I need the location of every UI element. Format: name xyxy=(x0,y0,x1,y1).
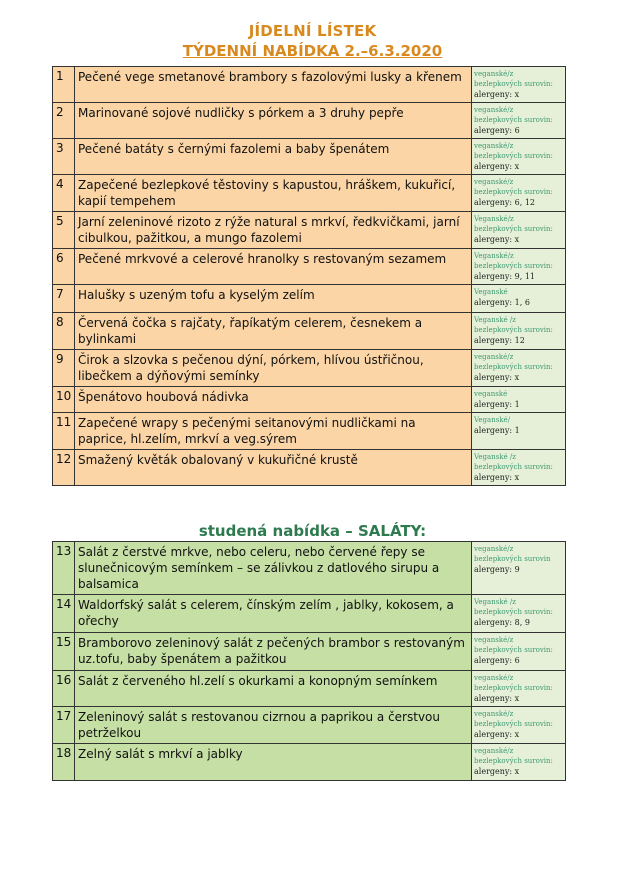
diet-info-cell xyxy=(472,595,566,633)
diet-info-cell xyxy=(472,212,566,249)
item-number: 4 xyxy=(53,175,75,212)
dish-name: Bramborovo zeleninový salát z pečených brambor s restovaným uz.tofu, baby špenátem a pažitkou xyxy=(75,633,472,671)
diet-info-cell xyxy=(472,285,566,313)
menu-row xyxy=(53,212,566,249)
diet-label: Veganské xyxy=(474,288,508,296)
allergen-label: alergeny: 8, 9 xyxy=(474,618,530,627)
item-number: 14 xyxy=(53,595,75,633)
diet-info-cell xyxy=(472,175,566,212)
diet-info-cell xyxy=(472,350,566,387)
menu-row xyxy=(53,387,566,413)
item-number: 7 xyxy=(53,285,75,313)
diet-info-cell xyxy=(472,633,566,671)
dish-name: Zelný salát s mrkví a jablky xyxy=(75,744,472,781)
salad-menu-table xyxy=(52,541,566,781)
diet-info-cell xyxy=(472,103,566,139)
item-number: 11 xyxy=(53,413,75,450)
allergen-label: alergeny: 1 xyxy=(474,400,520,409)
menu-row xyxy=(53,350,566,387)
menu-row xyxy=(53,285,566,313)
allergen-label: alergeny: x xyxy=(474,162,520,171)
diet-label: veganské/z bezlepkových surovin: xyxy=(474,636,553,654)
diet-label: Veganské/z bezlepkových surovin: xyxy=(474,252,553,270)
dish-name: Čirok a slzovka s pečenou dýní, pórkem, hlívou ústřičnou, libečkem a dýňovými semínky xyxy=(75,350,472,387)
diet-label: veganské/z bezlepkových surovin: xyxy=(474,70,553,88)
allergen-label: alergeny: 6 xyxy=(474,126,520,135)
diet-info-cell xyxy=(472,249,566,285)
diet-label: veganské/z bezlepkových surovin: xyxy=(474,106,553,124)
menu-row xyxy=(53,139,566,175)
item-number: 6 xyxy=(53,249,75,285)
item-number: 12 xyxy=(53,450,75,486)
allergen-label: alergeny: x xyxy=(474,373,520,382)
diet-label: veganské/z bezlepkových surovin: xyxy=(474,674,553,692)
diet-info-cell xyxy=(472,744,566,781)
week-offer-title: TÝDENNÍ NABÍDKA 2.–6.3.2020 xyxy=(182,42,443,60)
allergen-label: alergeny: 6, 12 xyxy=(474,198,536,207)
dish-name: Pečené mrkvové a celerové hranolky s restovaným sezamem xyxy=(75,249,472,285)
menu-row xyxy=(53,249,566,285)
allergen-label: alergeny: 9, 11 xyxy=(474,272,536,281)
dish-name: Zapečené wrapy s pečenými seitanovými nudličkami na paprice, hl.zelím, mrkví a veg.sýrem xyxy=(75,413,472,450)
allergen-label: alergeny: 9 xyxy=(474,565,520,574)
item-number: 18 xyxy=(53,744,75,781)
diet-label: Veganské /z bezlepkových surovin: xyxy=(474,453,553,471)
item-number: 5 xyxy=(53,212,75,249)
diet-info-cell xyxy=(472,413,566,450)
dish-name: Waldorfský salát s celerem, čínským zelím , jablky, kokosem, a ořechy xyxy=(75,595,472,633)
diet-label: veganské xyxy=(474,390,508,398)
diet-label: Veganské /z bezlepkových surovin: xyxy=(474,598,553,616)
diet-info-cell xyxy=(472,139,566,175)
diet-info-cell xyxy=(472,313,566,350)
item-number: 17 xyxy=(53,707,75,744)
dish-name: Halušky s uzeným tofu a kyselým zelím xyxy=(75,285,472,313)
diet-label: veganské/z bezlepkových surovin: xyxy=(474,178,553,196)
dish-name: Marinované sojové nudličky s pórkem a 3 druhy pepře xyxy=(75,103,472,139)
diet-label: Veganské /z bezlepkových surovin: xyxy=(474,316,553,334)
menu-row xyxy=(53,67,566,103)
dish-name: Zapečené bezlepkové těstoviny s kapustou, hráškem, kukuřicí, kapií tempehem xyxy=(75,175,472,212)
diet-label: veganské/z bezlepkových surovin: xyxy=(474,142,553,160)
item-number: 2 xyxy=(53,103,75,139)
allergen-label: alergeny: 1, 6 xyxy=(474,298,530,307)
hot-menu-table xyxy=(52,66,566,486)
dish-name: Smažený květák obalovaný v kukuřičné krustě xyxy=(75,450,472,486)
menu-row xyxy=(53,595,566,633)
allergen-label: alergeny: x xyxy=(474,473,520,482)
item-number: 15 xyxy=(53,633,75,671)
allergen-label: alergeny: 1 xyxy=(474,426,520,435)
diet-label: veganské/z bezlepkových surovin xyxy=(474,545,551,563)
item-number: 1 xyxy=(53,67,75,103)
menu-row xyxy=(53,450,566,486)
menu-row xyxy=(53,744,566,781)
diet-label: Veganské/ xyxy=(474,416,511,424)
cold-menu-heading: studená nabídka – SALÁTY: xyxy=(198,522,427,540)
menu-row xyxy=(53,413,566,450)
dish-name: Červená čočka s rajčaty, řapíkatým celerem, česnekem a bylinkami xyxy=(75,313,472,350)
diet-info-cell xyxy=(472,387,566,413)
diet-label: Veganské/z bezlepkových surovin: xyxy=(474,215,553,233)
diet-label: veganské/z bezlepkových surovin: xyxy=(474,353,553,371)
diet-info-cell xyxy=(472,67,566,103)
menu-row xyxy=(53,671,566,707)
item-number: 10 xyxy=(53,387,75,413)
allergen-label: alergeny: x xyxy=(474,90,520,99)
diet-label: veganské/z bezlepkových surovin: xyxy=(474,747,553,765)
menu-row xyxy=(53,103,566,139)
dish-name: Salát z čerstvé mrkve, nebo celeru, nebo červené řepy se slunečnicovým semínkem – se zálivkou z datlového sirupu a balsamica xyxy=(75,542,472,595)
dish-name: Salát z červeného hl.zelí s okurkami a konopným semínkem xyxy=(75,671,472,707)
diet-info-cell xyxy=(472,450,566,486)
diet-label: veganské/z bezlepkových surovin: xyxy=(474,710,553,728)
menu-row xyxy=(53,707,566,744)
diet-info-cell xyxy=(472,707,566,744)
allergen-label: alergeny: 12 xyxy=(474,336,525,345)
diet-info-cell xyxy=(472,542,566,595)
menu-row xyxy=(53,633,566,671)
menu-title: JÍDELNÍ LÍSTEK xyxy=(248,22,377,40)
item-number: 9 xyxy=(53,350,75,387)
allergen-label: alergeny: x xyxy=(474,767,520,776)
dish-name: Jarní zeleninové rizoto z rýže natural s mrkví, ředkvičkami, jarní cibulkou, pažitkou, a mungo fazolemi xyxy=(75,212,472,249)
item-number: 3 xyxy=(53,139,75,175)
allergen-label: alergeny: x xyxy=(474,235,520,244)
diet-info-cell xyxy=(472,671,566,707)
dish-name: Špenátovo houbová nádivka xyxy=(75,387,472,413)
menu-row xyxy=(53,313,566,350)
allergen-label: alergeny: x xyxy=(474,730,520,739)
dish-name: Pečené batáty s černými fazolemi a baby špenátem xyxy=(75,139,472,175)
dish-name: Pečené vege smetanové brambory s fazolovými lusky a křenem xyxy=(75,67,472,103)
dish-name: Zeleninový salát s restovanou cizrnou a paprikou a čerstvou petrželkou xyxy=(75,707,472,744)
item-number: 8 xyxy=(53,313,75,350)
menu-row xyxy=(53,542,566,595)
item-number: 13 xyxy=(53,542,75,595)
allergen-label: alergeny: 6 xyxy=(474,656,520,665)
allergen-label: alergeny: x xyxy=(474,694,520,703)
item-number: 16 xyxy=(53,671,75,707)
menu-row xyxy=(53,175,566,212)
